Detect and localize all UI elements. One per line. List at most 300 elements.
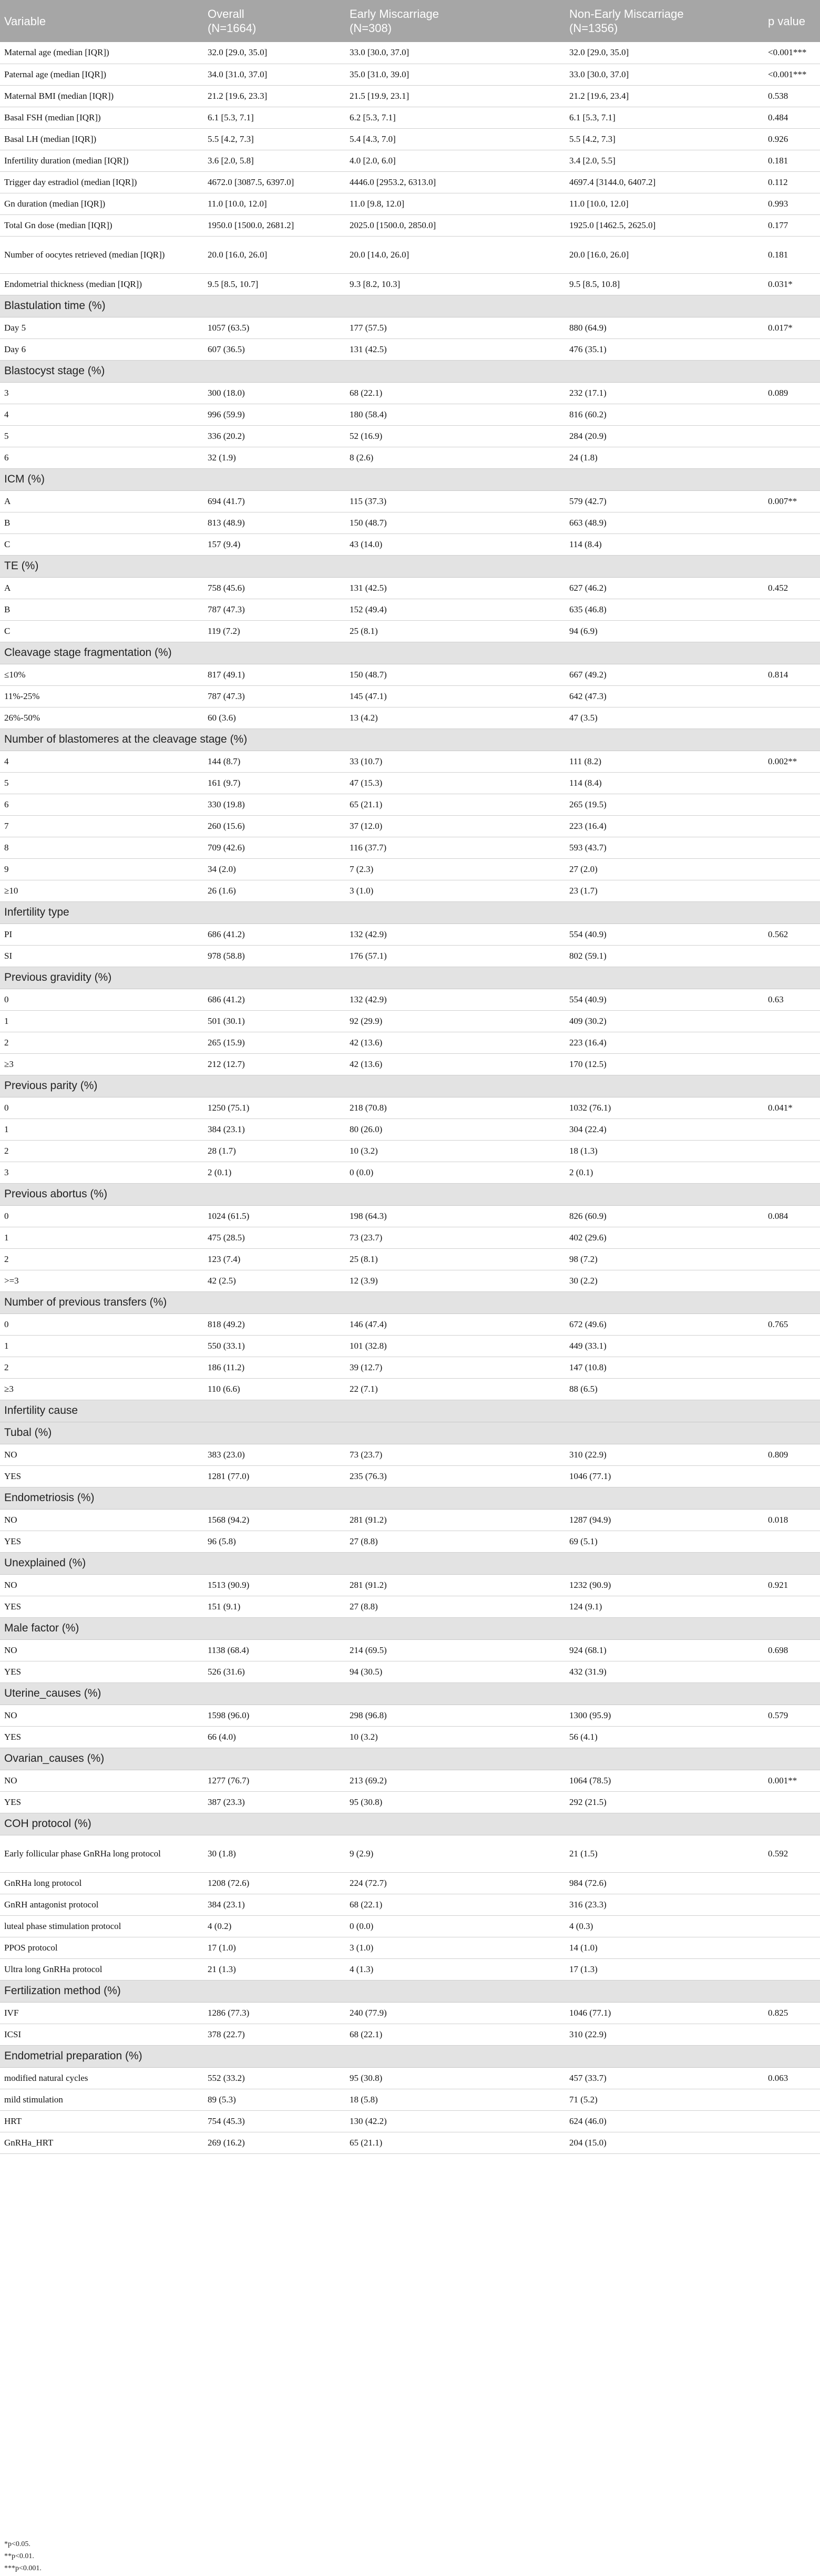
early-miscarriage-cell: 80 (26.0) xyxy=(345,1118,565,1140)
variable-cell: 1 xyxy=(0,1227,203,1248)
non-early-miscarriage-cell: 593 (43.7) xyxy=(565,837,764,858)
section-label: ICM (%) xyxy=(0,468,820,490)
overall-cell: 6.1 [5.3, 7.1] xyxy=(203,107,345,128)
section-label: Unexplained (%) xyxy=(0,1552,820,1574)
overall-cell: 694 (41.7) xyxy=(203,490,345,512)
early-miscarriage-cell: 33.0 [30.0, 37.0] xyxy=(345,42,565,64)
table-row xyxy=(0,1705,820,1726)
p-value-cell xyxy=(764,404,820,425)
non-early-miscarriage-cell: 667 (49.2) xyxy=(565,664,764,685)
table-row xyxy=(0,404,820,425)
overall-cell: 265 (15.9) xyxy=(203,1032,345,1053)
non-early-miscarriage-cell: 579 (42.7) xyxy=(565,490,764,512)
early-miscarriage-cell: 9 (2.9) xyxy=(345,1835,565,1872)
non-early-miscarriage-cell: 56 (4.1) xyxy=(565,1726,764,1748)
table-row xyxy=(0,273,820,295)
overall-cell: 1513 (90.9) xyxy=(203,1574,345,1596)
early-miscarriage-cell: 132 (42.9) xyxy=(345,923,565,945)
overall-cell: 2 (0.1) xyxy=(203,1162,345,1183)
early-miscarriage-cell: 224 (72.7) xyxy=(345,1872,565,1894)
section-label: Uterine_causes (%) xyxy=(0,1682,820,1705)
early-miscarriage-cell: 3 (1.0) xyxy=(345,1937,565,1958)
section-label: Infertility type xyxy=(0,901,820,923)
p-value-cell xyxy=(764,837,820,858)
section-header-row xyxy=(0,1291,820,1313)
non-early-miscarriage-cell: 98 (7.2) xyxy=(565,1248,764,1270)
early-miscarriage-cell: 13 (4.2) xyxy=(345,707,565,728)
non-early-miscarriage-cell: 624 (46.0) xyxy=(565,2110,764,2132)
p-value-cell: 0.579 xyxy=(764,1705,820,1726)
early-miscarriage-cell: 25 (8.1) xyxy=(345,620,565,642)
variable-cell: GnRHa long protocol xyxy=(0,1872,203,1894)
variable-cell: B xyxy=(0,512,203,533)
overall-cell: 607 (36.5) xyxy=(203,338,345,360)
section-header-row xyxy=(0,1422,820,1444)
overall-cell: 526 (31.6) xyxy=(203,1661,345,1682)
non-early-miscarriage-cell: 4 (0.3) xyxy=(565,1915,764,1937)
early-miscarriage-cell: 218 (70.8) xyxy=(345,1097,565,1118)
overall-cell: 501 (30.1) xyxy=(203,1010,345,1032)
non-early-miscarriage-cell: 476 (35.1) xyxy=(565,338,764,360)
section-label: Male factor (%) xyxy=(0,1617,820,1639)
non-early-miscarriage-cell: 9.5 [8.5, 10.8] xyxy=(565,273,764,295)
table-row xyxy=(0,1726,820,1748)
variable-cell: NO xyxy=(0,1509,203,1531)
non-early-miscarriage-cell: 802 (59.1) xyxy=(565,945,764,967)
table-row xyxy=(0,1958,820,1980)
variable-cell: 6 xyxy=(0,447,203,468)
variable-cell: ICSI xyxy=(0,2024,203,2045)
table-row xyxy=(0,923,820,945)
early-miscarriage-cell: 150 (48.7) xyxy=(345,512,565,533)
early-miscarriage-cell: 92 (29.9) xyxy=(345,1010,565,1032)
non-early-miscarriage-cell: 17 (1.3) xyxy=(565,1958,764,1980)
p-value-cell xyxy=(764,1596,820,1617)
p-value-cell xyxy=(764,620,820,642)
table-row xyxy=(0,42,820,64)
non-early-miscarriage-cell: 114 (8.4) xyxy=(565,533,764,555)
table-row xyxy=(0,1872,820,1894)
p-value-cell: 0.084 xyxy=(764,1205,820,1227)
non-early-miscarriage-cell: 1300 (95.9) xyxy=(565,1705,764,1726)
variable-cell: Day 6 xyxy=(0,338,203,360)
non-early-miscarriage-cell: 30 (2.2) xyxy=(565,1270,764,1291)
table-row xyxy=(0,338,820,360)
p-value-cell xyxy=(764,1140,820,1162)
non-early-miscarriage-cell: 1032 (76.1) xyxy=(565,1097,764,1118)
early-miscarriage-cell: 11.0 [9.8, 12.0] xyxy=(345,193,565,214)
table-row xyxy=(0,1531,820,1552)
table-row xyxy=(0,815,820,837)
section-label: TE (%) xyxy=(0,555,820,577)
overall-cell: 475 (28.5) xyxy=(203,1227,345,1248)
variable-cell: GnRH antagonist protocol xyxy=(0,1894,203,1915)
table-row xyxy=(0,707,820,728)
table-row xyxy=(0,685,820,707)
early-miscarriage-cell: 116 (37.7) xyxy=(345,837,565,858)
variable-cell: HRT xyxy=(0,2110,203,2132)
p-value-cell: 0.921 xyxy=(764,1574,820,1596)
overall-cell: 110 (6.6) xyxy=(203,1378,345,1400)
p-value-cell: 0.592 xyxy=(764,1835,820,1872)
overall-cell: 384 (23.1) xyxy=(203,1894,345,1915)
early-miscarriage-cell: 25 (8.1) xyxy=(345,1248,565,1270)
variable-cell: Trigger day estradiol (median [IQR]) xyxy=(0,171,203,193)
table-row xyxy=(0,751,820,772)
variable-cell: Maternal age (median [IQR]) xyxy=(0,42,203,64)
non-early-miscarriage-cell: 924 (68.1) xyxy=(565,1639,764,1661)
early-miscarriage-cell: 150 (48.7) xyxy=(345,664,565,685)
table-row xyxy=(0,599,820,620)
variable-cell: 11%-25% xyxy=(0,685,203,707)
non-early-miscarriage-cell: 5.5 [4.2, 7.3] xyxy=(565,128,764,150)
p-value-cell: 0.002** xyxy=(764,751,820,772)
table-row xyxy=(0,1574,820,1596)
early-miscarriage-cell: 65 (21.1) xyxy=(345,2132,565,2153)
overall-cell: 550 (33.1) xyxy=(203,1335,345,1357)
early-miscarriage-cell: 42 (13.6) xyxy=(345,1053,565,1075)
variable-cell: Ultra long GnRHa protocol xyxy=(0,1958,203,1980)
p-value-cell xyxy=(764,1791,820,1813)
table-row xyxy=(0,1032,820,1053)
variable-cell: 5 xyxy=(0,425,203,447)
p-value-cell xyxy=(764,1465,820,1487)
table-row xyxy=(0,128,820,150)
p-value-cell: <0.001*** xyxy=(764,64,820,85)
p-value-cell: 0.001** xyxy=(764,1770,820,1791)
variable-cell: ≥3 xyxy=(0,1053,203,1075)
table-row xyxy=(0,1770,820,1791)
overall-cell: 1138 (68.4) xyxy=(203,1639,345,1661)
early-miscarriage-cell: 6.2 [5.3, 7.1] xyxy=(345,107,565,128)
variable-cell: 9 xyxy=(0,858,203,880)
p-value-cell xyxy=(764,1248,820,1270)
p-value-cell: 0.814 xyxy=(764,664,820,685)
table-row xyxy=(0,858,820,880)
p-value-cell: 0.926 xyxy=(764,128,820,150)
early-miscarriage-cell: 10 (3.2) xyxy=(345,1726,565,1748)
table-row xyxy=(0,989,820,1010)
table-row xyxy=(0,1140,820,1162)
section-label: Cleavage stage fragmentation (%) xyxy=(0,642,820,664)
non-early-miscarriage-cell: 554 (40.9) xyxy=(565,989,764,1010)
non-early-miscarriage-cell: 292 (21.5) xyxy=(565,1791,764,1813)
p-value-cell xyxy=(764,707,820,728)
overall-cell: 89 (5.3) xyxy=(203,2089,345,2110)
variable-cell: NO xyxy=(0,1770,203,1791)
early-miscarriage-cell: 131 (42.5) xyxy=(345,338,565,360)
table-row xyxy=(0,1915,820,1937)
table-row xyxy=(0,1596,820,1617)
p-value-cell xyxy=(764,1958,820,1980)
early-miscarriage-cell: 132 (42.9) xyxy=(345,989,565,1010)
overall-cell: 709 (42.6) xyxy=(203,837,345,858)
p-value-cell xyxy=(764,858,820,880)
non-early-miscarriage-cell: 69 (5.1) xyxy=(565,1531,764,1552)
table-row xyxy=(0,1894,820,1915)
early-miscarriage-cell: 4 (1.3) xyxy=(345,1958,565,1980)
table-row xyxy=(0,317,820,338)
table-row xyxy=(0,1661,820,1682)
p-value-cell xyxy=(764,1032,820,1053)
variable-cell: >=3 xyxy=(0,1270,203,1291)
non-early-miscarriage-cell: 14 (1.0) xyxy=(565,1937,764,1958)
section-label: COH protocol (%) xyxy=(0,1813,820,1835)
overall-cell: 758 (45.6) xyxy=(203,577,345,599)
section-label: Previous abortus (%) xyxy=(0,1183,820,1205)
overall-cell: 300 (18.0) xyxy=(203,382,345,404)
table-row xyxy=(0,2067,820,2089)
p-value-cell xyxy=(764,945,820,967)
table-row xyxy=(0,214,820,236)
variable-cell: modified natural cycles xyxy=(0,2067,203,2089)
overall-cell: 813 (48.9) xyxy=(203,512,345,533)
p-value-cell: 0.698 xyxy=(764,1639,820,1661)
p-value-cell xyxy=(764,1053,820,1075)
early-miscarriage-cell: 68 (22.1) xyxy=(345,1894,565,1915)
p-value-cell: 0.765 xyxy=(764,1313,820,1335)
early-miscarriage-cell: 177 (57.5) xyxy=(345,317,565,338)
table-row xyxy=(0,1227,820,1248)
variable-cell: 0 xyxy=(0,1313,203,1335)
overall-cell: 1598 (96.0) xyxy=(203,1705,345,1726)
early-miscarriage-cell: 4446.0 [2953.2, 6313.0] xyxy=(345,171,565,193)
non-early-miscarriage-cell: 232 (17.1) xyxy=(565,382,764,404)
overall-cell: 1286 (77.3) xyxy=(203,2002,345,2024)
non-early-miscarriage-cell: 2 (0.1) xyxy=(565,1162,764,1183)
variable-cell: SI xyxy=(0,945,203,967)
section-header-row xyxy=(0,901,820,923)
variable-cell: Endometrial thickness (median [IQR]) xyxy=(0,273,203,295)
non-early-miscarriage-cell: 32.0 [29.0, 35.0] xyxy=(565,42,764,64)
section-label: Number of blastomeres at the cleavage stage (%) xyxy=(0,728,820,751)
p-value-cell xyxy=(764,533,820,555)
early-miscarriage-cell: 115 (37.3) xyxy=(345,490,565,512)
non-early-miscarriage-cell: 457 (33.7) xyxy=(565,2067,764,2089)
non-early-miscarriage-cell: 21.2 [19.6, 23.4] xyxy=(565,85,764,107)
early-miscarriage-cell: 22 (7.1) xyxy=(345,1378,565,1400)
overall-cell: 686 (41.2) xyxy=(203,923,345,945)
p-value-cell xyxy=(764,1872,820,1894)
early-miscarriage-cell: 33 (10.7) xyxy=(345,751,565,772)
early-miscarriage-cell: 130 (42.2) xyxy=(345,2110,565,2132)
variable-cell: C xyxy=(0,533,203,555)
early-miscarriage-cell: 52 (16.9) xyxy=(345,425,565,447)
non-early-miscarriage-cell: 20.0 [16.0, 26.0] xyxy=(565,236,764,273)
variable-cell: 2 xyxy=(0,1140,203,1162)
footnote: *p<0.05. xyxy=(4,2540,30,2548)
early-miscarriage-cell: 7 (2.3) xyxy=(345,858,565,880)
section-label: Endometriosis (%) xyxy=(0,1487,820,1509)
table-row xyxy=(0,772,820,794)
table-row xyxy=(0,620,820,642)
p-value-cell xyxy=(764,1270,820,1291)
p-value-cell: 0.562 xyxy=(764,923,820,945)
table-row xyxy=(0,2110,820,2132)
non-early-miscarriage-cell: 114 (8.4) xyxy=(565,772,764,794)
p-value-cell: 0.089 xyxy=(764,382,820,404)
early-miscarriage-cell: 35.0 [31.0, 39.0] xyxy=(345,64,565,85)
early-miscarriage-cell: 2025.0 [1500.0, 2850.0] xyxy=(345,214,565,236)
p-value-cell: 0.031* xyxy=(764,273,820,295)
overall-cell: 817 (49.1) xyxy=(203,664,345,685)
header-variable: Variable xyxy=(4,14,46,28)
variable-cell: Day 5 xyxy=(0,317,203,338)
overall-cell: 818 (49.2) xyxy=(203,1313,345,1335)
early-miscarriage-cell: 65 (21.1) xyxy=(345,794,565,815)
section-header-row xyxy=(0,1183,820,1205)
p-value-cell: 0.017* xyxy=(764,317,820,338)
table-header-row xyxy=(0,0,820,42)
overall-cell: 21 (1.3) xyxy=(203,1958,345,1980)
variable-cell: mild stimulation xyxy=(0,2089,203,2110)
table-row xyxy=(0,193,820,214)
table-row xyxy=(0,1270,820,1291)
section-header-row xyxy=(0,1813,820,1835)
variable-cell: Maternal BMI (median [IQR]) xyxy=(0,85,203,107)
early-miscarriage-cell: 8 (2.6) xyxy=(345,447,565,468)
overall-cell: 96 (5.8) xyxy=(203,1531,345,1552)
section-header-row xyxy=(0,1617,820,1639)
early-miscarriage-cell: 3 (1.0) xyxy=(345,880,565,901)
early-miscarriage-cell: 131 (42.5) xyxy=(345,577,565,599)
non-early-miscarriage-cell: 170 (12.5) xyxy=(565,1053,764,1075)
variable-cell: 7 xyxy=(0,815,203,837)
section-header-row xyxy=(0,468,820,490)
non-early-miscarriage-cell: 23 (1.7) xyxy=(565,880,764,901)
non-early-miscarriage-cell: 449 (33.1) xyxy=(565,1335,764,1357)
early-miscarriage-cell: 94 (30.5) xyxy=(345,1661,565,1682)
p-value-cell xyxy=(764,1937,820,1958)
p-value-cell xyxy=(764,447,820,468)
variable-cell: YES xyxy=(0,1791,203,1813)
section-label: Endometrial preparation (%) xyxy=(0,2045,820,2067)
overall-cell: 17 (1.0) xyxy=(203,1937,345,1958)
non-early-miscarriage-cell: 642 (47.3) xyxy=(565,685,764,707)
overall-cell: 384 (23.1) xyxy=(203,1118,345,1140)
overall-cell: 34.0 [31.0, 37.0] xyxy=(203,64,345,85)
non-early-miscarriage-cell: 6.1 [5.3, 7.1] xyxy=(565,107,764,128)
early-miscarriage-cell: 198 (64.3) xyxy=(345,1205,565,1227)
section-header-row xyxy=(0,555,820,577)
table-row xyxy=(0,1937,820,1958)
early-miscarriage-cell: 0 (0.0) xyxy=(345,1162,565,1183)
p-value-cell xyxy=(764,1531,820,1552)
p-value-cell xyxy=(764,1357,820,1378)
variable-cell: NO xyxy=(0,1705,203,1726)
table-row xyxy=(0,837,820,858)
non-early-miscarriage-cell: 663 (48.9) xyxy=(565,512,764,533)
early-miscarriage-cell: 176 (57.1) xyxy=(345,945,565,967)
p-value-cell xyxy=(764,685,820,707)
section-header-row xyxy=(0,1487,820,1509)
p-value-cell xyxy=(764,2089,820,2110)
p-value-cell: 0.63 xyxy=(764,989,820,1010)
non-early-miscarriage-cell: 672 (49.6) xyxy=(565,1313,764,1335)
early-miscarriage-cell: 235 (76.3) xyxy=(345,1465,565,1487)
variable-cell: B xyxy=(0,599,203,620)
early-miscarriage-cell: 298 (96.8) xyxy=(345,1705,565,1726)
non-early-miscarriage-cell: 304 (22.4) xyxy=(565,1118,764,1140)
overall-cell: 11.0 [10.0, 12.0] xyxy=(203,193,345,214)
variable-cell: 1 xyxy=(0,1118,203,1140)
p-value-cell xyxy=(764,1118,820,1140)
p-value-cell: 0.181 xyxy=(764,150,820,171)
table-row xyxy=(0,945,820,967)
overall-cell: 330 (19.8) xyxy=(203,794,345,815)
overall-cell: 28 (1.7) xyxy=(203,1140,345,1162)
non-early-miscarriage-cell: 27 (2.0) xyxy=(565,858,764,880)
p-value-cell xyxy=(764,1335,820,1357)
overall-cell: 212 (12.7) xyxy=(203,1053,345,1075)
section-label: Infertility cause xyxy=(0,1400,820,1422)
table-row xyxy=(0,1313,820,1335)
variable-cell: 1 xyxy=(0,1335,203,1357)
p-value-cell: 0.181 xyxy=(764,236,820,273)
variable-cell: IVF xyxy=(0,2002,203,2024)
p-value-cell: 0.809 xyxy=(764,1444,820,1465)
p-value-cell xyxy=(764,1162,820,1183)
table-row xyxy=(0,107,820,128)
non-early-miscarriage-cell: 409 (30.2) xyxy=(565,1010,764,1032)
overall-cell: 686 (41.2) xyxy=(203,989,345,1010)
early-miscarriage-cell: 27 (8.8) xyxy=(345,1531,565,1552)
table-row xyxy=(0,1162,820,1183)
variable-cell: 2 xyxy=(0,1032,203,1053)
non-early-miscarriage-cell: 310 (22.9) xyxy=(565,1444,764,1465)
variable-cell: luteal phase stimulation protocol xyxy=(0,1915,203,1937)
table-row xyxy=(0,2089,820,2110)
non-early-miscarriage-cell: 1232 (90.9) xyxy=(565,1574,764,1596)
early-miscarriage-cell: 10 (3.2) xyxy=(345,1140,565,1162)
overall-cell: 260 (15.6) xyxy=(203,815,345,837)
variable-cell: YES xyxy=(0,1726,203,1748)
section-header-row xyxy=(0,1552,820,1574)
table-row xyxy=(0,2132,820,2153)
early-miscarriage-cell: 42 (13.6) xyxy=(345,1032,565,1053)
overall-cell: 1950.0 [1500.0, 2681.2] xyxy=(203,214,345,236)
section-label: Previous gravidity (%) xyxy=(0,967,820,989)
early-miscarriage-cell: 95 (30.8) xyxy=(345,2067,565,2089)
p-value-cell xyxy=(764,1894,820,1915)
section-label: Tubal (%) xyxy=(0,1422,820,1444)
p-value-cell xyxy=(764,599,820,620)
overall-cell: 269 (16.2) xyxy=(203,2132,345,2153)
table-row xyxy=(0,2002,820,2024)
section-label: Previous parity (%) xyxy=(0,1075,820,1097)
early-miscarriage-cell: 146 (47.4) xyxy=(345,1313,565,1335)
non-early-miscarriage-cell: 24 (1.8) xyxy=(565,447,764,468)
table-row xyxy=(0,382,820,404)
overall-cell: 1568 (94.2) xyxy=(203,1509,345,1531)
section-header-row xyxy=(0,360,820,382)
table-row xyxy=(0,1835,820,1872)
overall-cell: 387 (23.3) xyxy=(203,1791,345,1813)
p-value-cell: 0.452 xyxy=(764,577,820,599)
p-value-cell xyxy=(764,772,820,794)
overall-cell: 754 (45.3) xyxy=(203,2110,345,2132)
variable-cell: A xyxy=(0,490,203,512)
section-header-row xyxy=(0,967,820,989)
footnote: **p<0.01. xyxy=(4,2552,34,2560)
variable-cell: 26%-50% xyxy=(0,707,203,728)
p-value-cell xyxy=(764,880,820,901)
table-row xyxy=(0,1465,820,1487)
non-early-miscarriage-cell: 816 (60.2) xyxy=(565,404,764,425)
section-header-row xyxy=(0,2045,820,2067)
early-miscarriage-cell: 152 (49.4) xyxy=(345,599,565,620)
section-header-row xyxy=(0,295,820,317)
